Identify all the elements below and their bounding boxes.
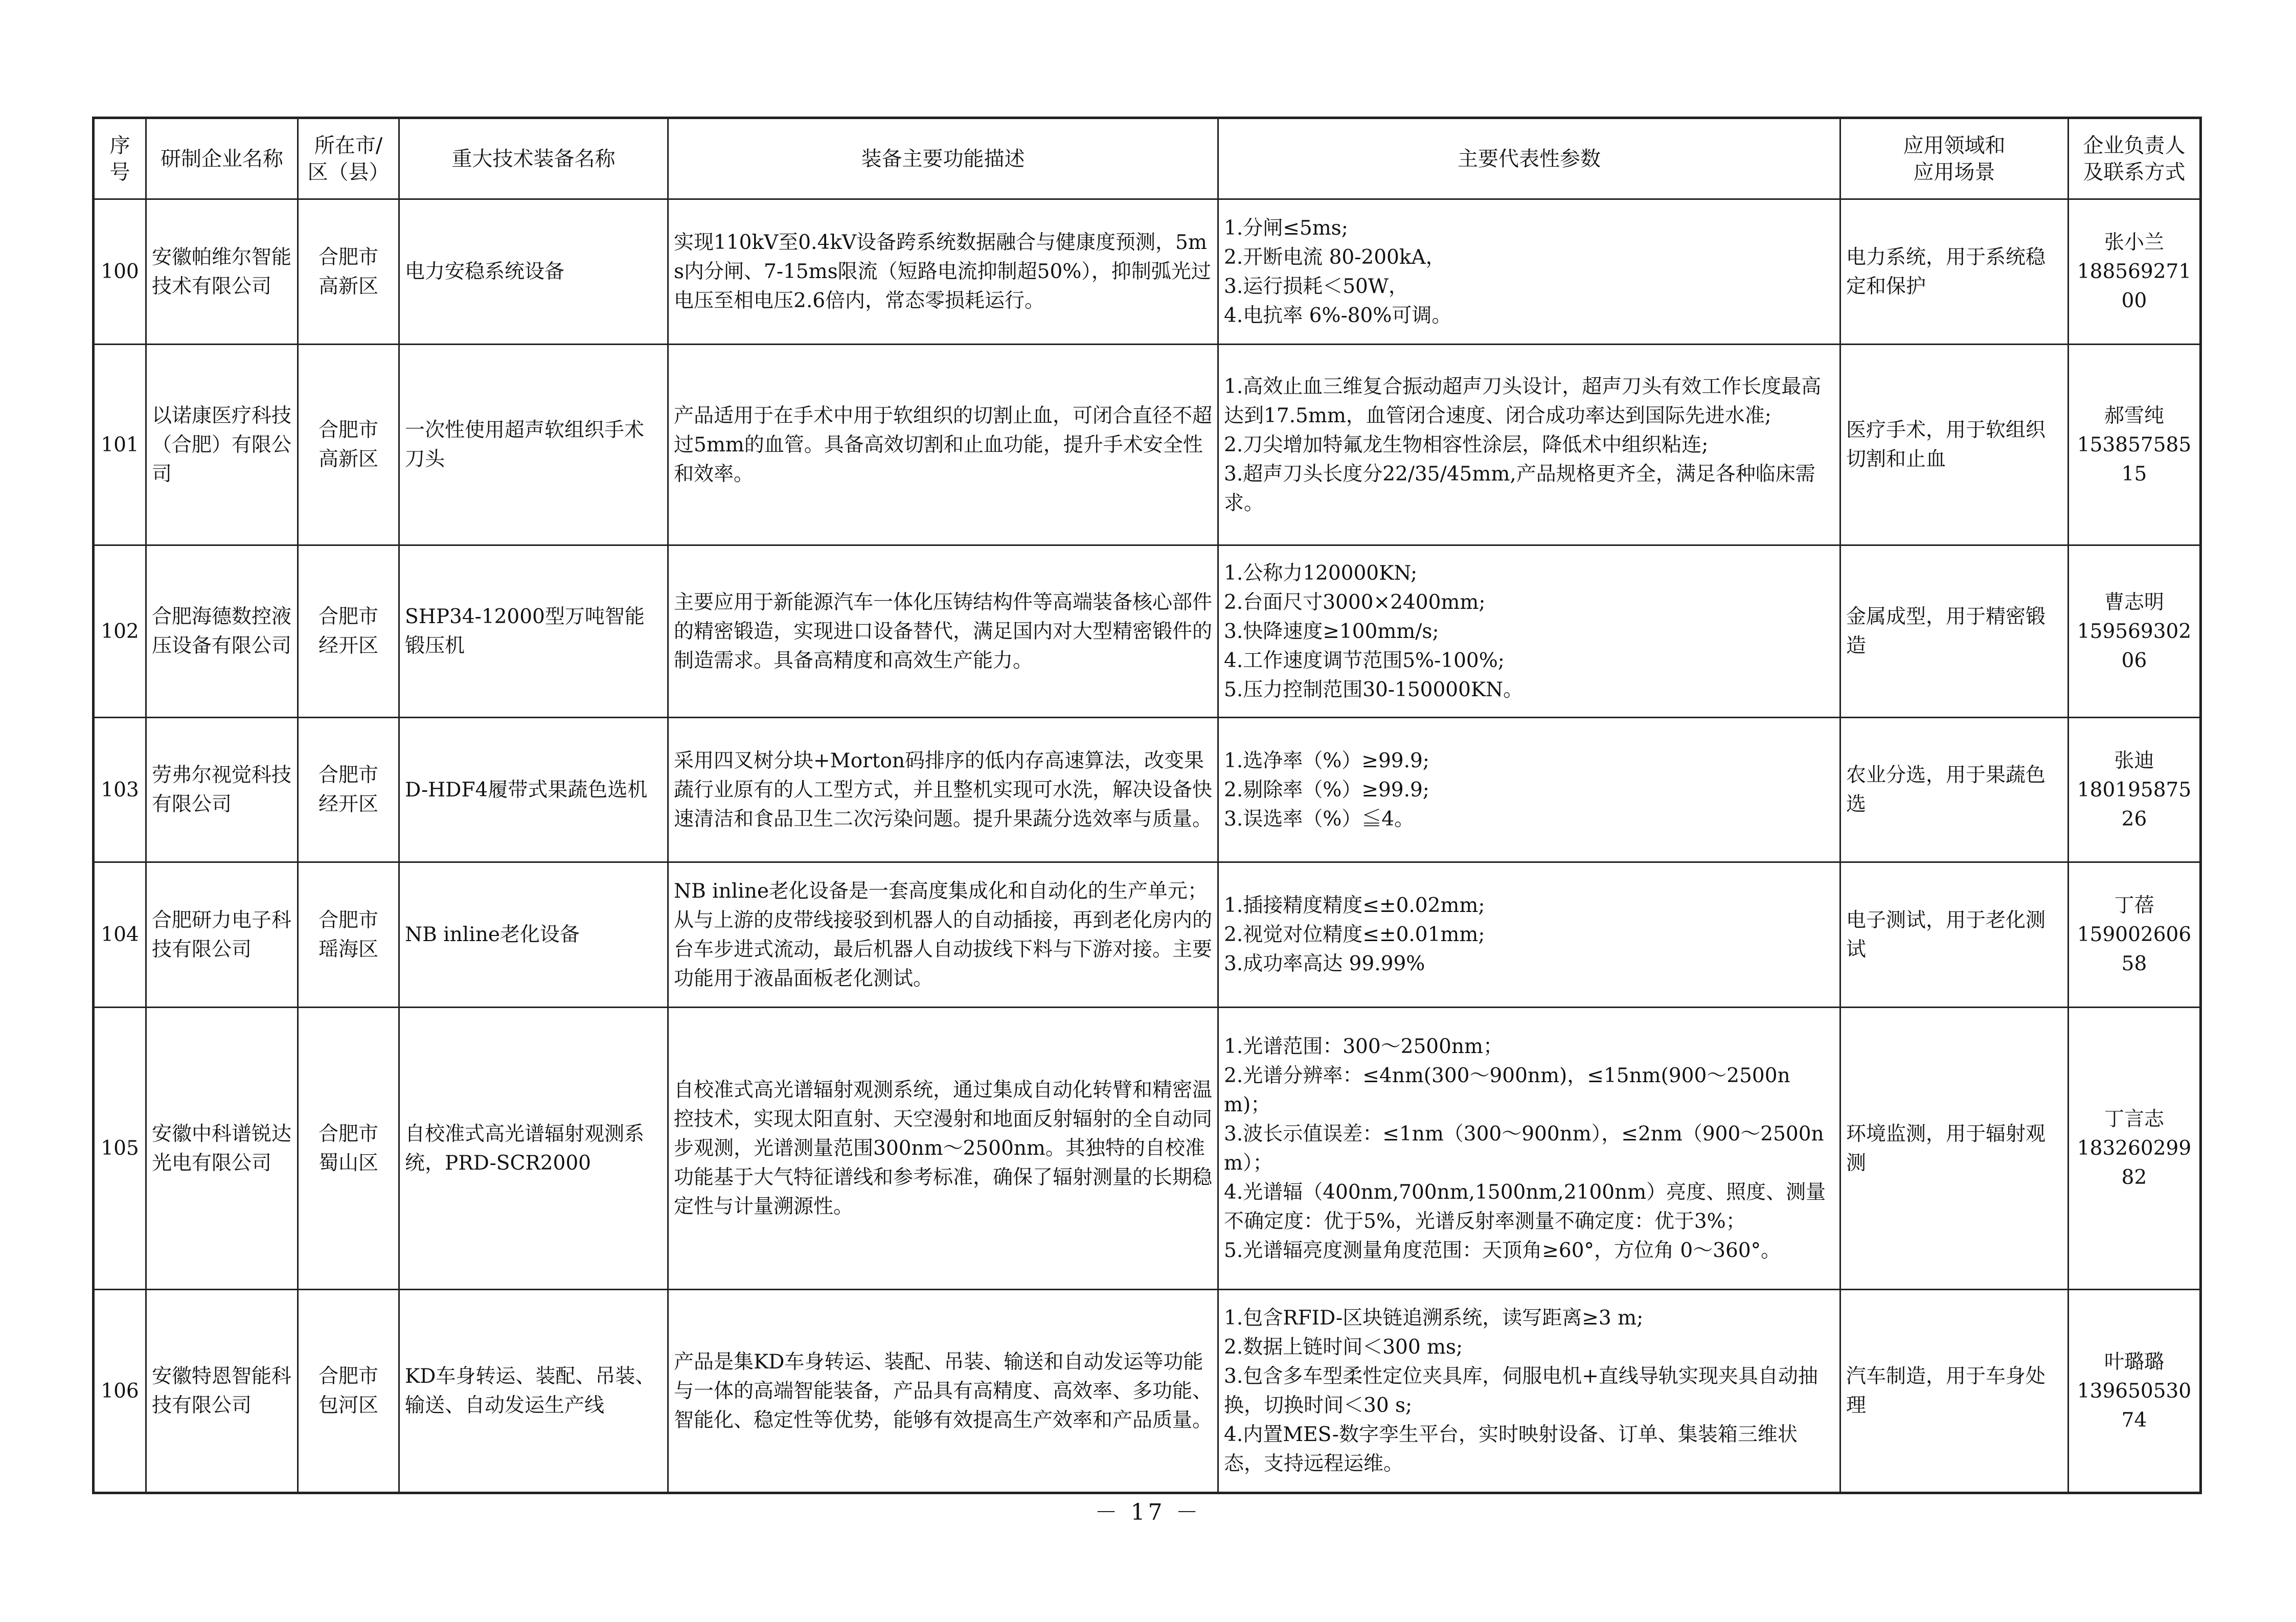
row-location: 合肥市 高新区 (298, 199, 399, 345)
table-row (94, 1290, 2201, 1493)
row-location: 合肥市 瑶海区 (298, 862, 399, 1008)
row-seq: 106 (94, 1290, 146, 1493)
table-row (94, 1008, 2201, 1290)
header-equipment: 重大技术装备名称 (399, 118, 668, 199)
header-description: 装备主要功能描述 (668, 118, 1218, 199)
row-params: 1.高效止血三维复合振动超声刀头设计，超声刀头有效工作长度最高达到17.5mm，血管闭合速度、闭合成功率达到国际先进水准; 2.刀尖增加特氟龙生物相容性涂层，降低术中组织粘连; 3.超声刀头长度分22/35/45mm,产品规格更齐全，满足各种临床需求。 (1218, 345, 1840, 545)
row-location: 合肥市 包河区 (298, 1290, 399, 1493)
row-params: 1.包含RFID-区块链追溯系统，读写距离≥3 m; 2.数据上链时间＜300 ms; 3.包含多车型柔性定位夹具库，伺服电机+直线导轨实现夹具自动抽换，切换时间＜30 s; 4.内置MES-数字孪生平台，实时映射设备、订单、集装箱三维状态，支持远程运维。 (1218, 1290, 1840, 1493)
row-contact: 郝雪纯 15385758515 (2068, 345, 2201, 545)
row-location: 合肥市 经开区 (298, 718, 399, 862)
row-contact: 曹志明 15956930206 (2068, 545, 2201, 718)
row-company: 劳弗尔视觉科技有限公司 (146, 718, 298, 862)
header-seq: 序 号 (94, 118, 146, 199)
page-number: － 17 － (1095, 1499, 1201, 1525)
row-equipment: 电力安稳系统设备 (399, 199, 668, 345)
row-application: 医疗手术，用于软组织切割和止血 (1840, 345, 2068, 545)
row-description: 实现110kV至0.4kV设备跨系统数据融合与健康度预测，5ms内分闸、7-15ms限流（短路电流抑制超50%），抑制弧光过电压至相电压2.6倍内，常态零损耗运行。 (668, 199, 1218, 345)
header-application: 应用领域和 应用场景 (1840, 118, 2068, 199)
row-params: 1.选净率（%）≥99.9; 2.剔除率（%）≥99.9; 3.误选率（%）≦4。 (1218, 718, 1840, 862)
row-application: 环境监测，用于辐射观测 (1840, 1008, 2068, 1290)
row-description: 自校准式高光谱辐射观测系统，通过集成自动化转臂和精密温控技术，实现太阳直射、天空漫射和地面反射辐射的全自动同步观测，光谱测量范围300nm～2500nm。其独特的自校准功能基于大气特征谱线和参考标准，确保了辐射测量的长期稳定性与计量溯源性。 (668, 1008, 1218, 1290)
row-contact: 叶璐璐 13965053074 (2068, 1290, 2201, 1493)
row-application: 电力系统，用于系统稳定和保护 (1840, 199, 2068, 345)
table-row (94, 718, 2201, 862)
row-seq: 102 (94, 545, 146, 718)
table-row (94, 199, 2201, 345)
row-contact: 丁言志 18326029982 (2068, 1008, 2201, 1290)
row-seq: 100 (94, 199, 146, 345)
row-contact: 丁蓓 15900260658 (2068, 862, 2201, 1008)
row-seq: 104 (94, 862, 146, 1008)
row-description: 产品是集KD车身转运、装配、吊装、输送和自动发运等功能与一体的高端智能装备，产品具有高精度、高效率、多功能、智能化、稳定性等优势，能够有效提高生产效率和产品质量。 (668, 1290, 1218, 1493)
row-company: 安徽特恩智能科技有限公司 (146, 1290, 298, 1493)
row-company: 合肥海德数控液压设备有限公司 (146, 545, 298, 718)
row-equipment: 自校准式高光谱辐射观测系统，PRD-SCR2000 (399, 1008, 668, 1290)
row-seq: 103 (94, 718, 146, 862)
row-seq: 105 (94, 1008, 146, 1290)
row-description: 采用四叉树分块+Morton码排序的低内存高速算法，改变果蔬行业原有的人工型方式，并且整机实现可水洗，解决设备快速清洁和食品卫生二次污染问题。提升果蔬分选效率与质量。 (668, 718, 1218, 862)
row-equipment: SHP34-12000型万吨智能锻压机 (399, 545, 668, 718)
equipment-table (92, 117, 2202, 1494)
row-description: 产品适用于在手术中用于软组织的切割止血，可闭合直径不超过5mm的血管。具备高效切割和止血功能，提升手术安全性和效率。 (668, 345, 1218, 545)
header-contact: 企业负责人 及联系方式 (2068, 118, 2201, 199)
table-header-row (94, 118, 2201, 199)
row-params: 1.公称力120000KN; 2.台面尺寸3000×2400mm; 3.快降速度≥100mm/s; 4.工作速度调节范围5%-100%; 5.压力控制范围30-150000KN。 (1218, 545, 1840, 718)
row-contact: 张小兰 18856927100 (2068, 199, 2201, 345)
row-params: 1.插接精度精度≤±0.02mm; 2.视觉对位精度≤±0.01mm; 3.成功率高达 99.99% (1218, 862, 1840, 1008)
row-company: 安徽中科谱锐达光电有限公司 (146, 1008, 298, 1290)
row-equipment: D-HDF4履带式果蔬色选机 (399, 718, 668, 862)
row-location: 合肥市 蜀山区 (298, 1008, 399, 1290)
row-equipment: 一次性使用超声软组织手术刀头 (399, 345, 668, 545)
row-company: 合肥研力电子科技有限公司 (146, 862, 298, 1008)
table-row (94, 545, 2201, 718)
header-company: 研制企业名称 (146, 118, 298, 199)
table-row (94, 345, 2201, 545)
table-row (94, 862, 2201, 1008)
row-location: 合肥市 经开区 (298, 545, 399, 718)
row-application: 汽车制造，用于车身处理 (1840, 1290, 2068, 1493)
row-contact: 张迪 18019587526 (2068, 718, 2201, 862)
row-application: 农业分选，用于果蔬色选 (1840, 718, 2068, 862)
row-params: 1.分闸≤5ms; 2.开断电流 80-200kA， 3.运行损耗＜50W， 4.电抗率 6%-80%可调。 (1218, 199, 1840, 345)
row-application: 金属成型，用于精密锻造 (1840, 545, 2068, 718)
row-equipment: KD车身转运、装配、吊装、输送、自动发运生产线 (399, 1290, 668, 1493)
row-location: 合肥市 高新区 (298, 345, 399, 545)
header-params: 主要代表性参数 (1218, 118, 1840, 199)
row-seq: 101 (94, 345, 146, 545)
row-company: 安徽帕维尔智能技术有限公司 (146, 199, 298, 345)
row-company: 以诺康医疗科技（合肥）有限公司 (146, 345, 298, 545)
header-location: 所在市/ 区（县） (298, 118, 399, 199)
row-params: 1.光谱范围：300～2500nm； 2.光谱分辨率：≤4nm(300～900nm)，≤15nm(900～2500nm)； 3.波长示值误差：≤1nm（300～900nm），≤2nm（900～2500nm）； 4.光谱辐（400nm,700nm,1500nm,2100nm）亮度、照度、测量不确定度：优于5%，光谱反射率测量不确定度：优于3%； 5.光谱辐亮度测量角度范围：天顶角≥60°，方位角 0～360°。 (1218, 1008, 1840, 1290)
row-description: 主要应用于新能源汽车一体化压铸结构件等高端装备核心部件的精密锻造，实现进口设备替代，满足国内对大型精密锻件的制造需求。具备高精度和高效生产能力。 (668, 545, 1218, 718)
row-description: NB inline老化设备是一套高度集成化和自动化的生产单元；从与上游的皮带线接驳到机器人的自动插接，再到老化房内的台车步进式流动，最后机器人自动拔线下料与下游对接。主要功能用于液晶面板老化测试。 (668, 862, 1218, 1008)
row-application: 电子测试，用于老化测试 (1840, 862, 2068, 1008)
row-equipment: NB inline老化设备 (399, 862, 668, 1008)
